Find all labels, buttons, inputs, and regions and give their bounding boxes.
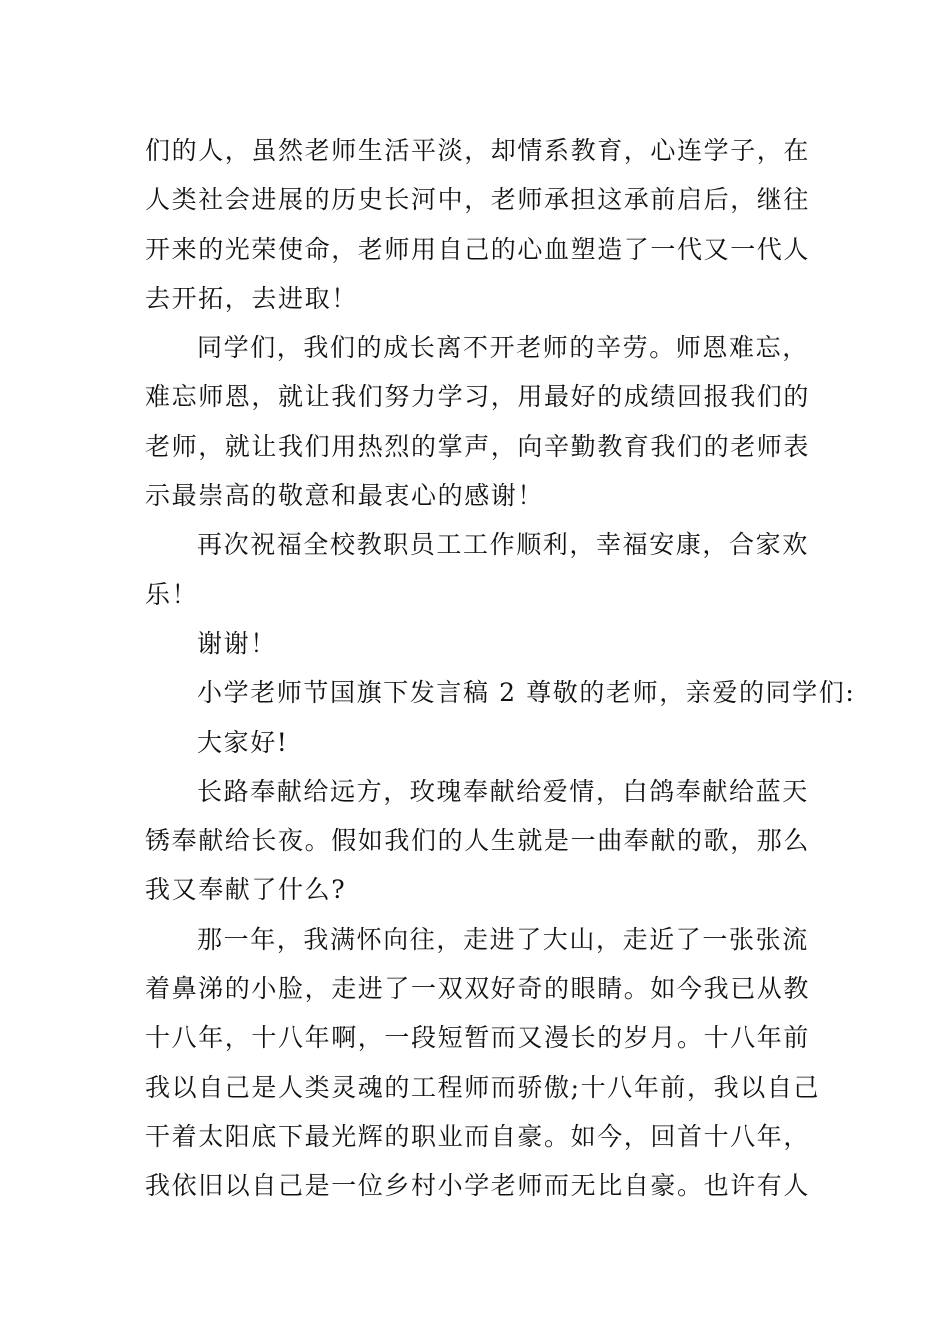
text-line: 着鼻涕的小脸，走进了一双双好奇的眼睛。如今我已从教 <box>145 974 811 1004</box>
text-line: 小学老师节国旗下发言稿 2 尊敬的老师，亲爱的同学们: <box>197 678 856 708</box>
text-line: 谢谢！ <box>197 628 277 658</box>
text-line: 人类社会进展的历史长河中，老师承担这承前启后，继往 <box>145 185 811 215</box>
text-line: 同学们，我们的成长离不开老师的辛劳。师恩难忘， <box>197 333 809 363</box>
body-text <box>145 126 856 1211</box>
text-line: 我以自己是人类灵魂的工程师而骄傲;十八年前，我以自己 <box>145 1072 821 1102</box>
text-line: 示最崇高的敬意和最衷心的感谢！ <box>145 481 545 511</box>
text-line: 去开拓，去进取！ <box>145 283 358 313</box>
text-line: 乐！ <box>145 579 199 609</box>
text-line: 长路奉献给远方，玫瑰奉献给爱情，白鸽奉献给蓝天 <box>197 776 809 806</box>
text-line: 再次祝福全校教职员工工作顺利，幸福安康，合家欢 <box>197 530 809 560</box>
text-line: 我依旧以自己是一位乡村小学老师而无比自豪。也许有人 <box>145 1171 811 1201</box>
text-line: 锈奉献给长夜。假如我们的人生就是一曲奉献的歌，那么 <box>145 826 811 856</box>
text-line: 们的人，虽然老师生活平淡，却情系教育，心连学子，在 <box>145 136 811 165</box>
text-line: 难忘师恩，就让我们努力学习，用最好的成绩回报我们的 <box>145 382 811 412</box>
text-line: 干着太阳底下最光辉的职业而自豪。如今，回首十八年， <box>145 1121 811 1151</box>
text-line: 那一年，我满怀向往，走进了大山，走近了一张张流 <box>197 924 809 954</box>
text-line: 十八年，十八年啊，一段短暂而又漫长的岁月。十八年前 <box>145 1023 811 1053</box>
text-line: 老师，就让我们用热烈的掌声，向辛勤教育我们的老师表 <box>145 431 811 461</box>
text-line: 大家好! <box>197 727 289 757</box>
text-line: 开来的光荣使命，老师用自己的心血塑造了一代又一代人 <box>145 234 811 264</box>
text-line: 我又奉献了什么? <box>145 875 347 905</box>
